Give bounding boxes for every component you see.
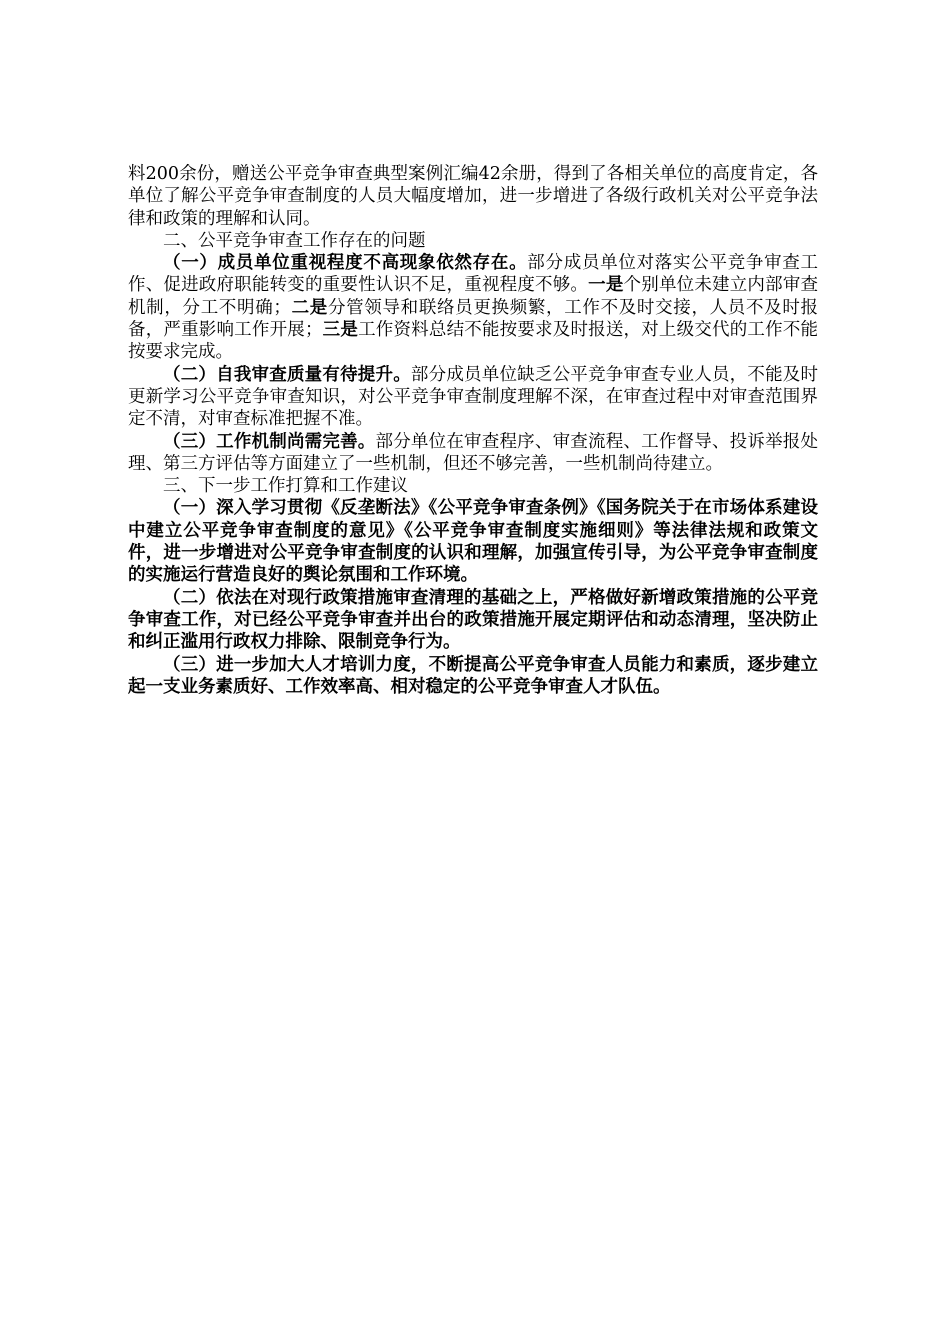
section-2-item-1-text-a: 部分成员单位对落实公平竞争审查工作、促进政府职能转变的重要性认识不足，重视程度不够。 <box>128 253 819 296</box>
section-2-item-3-lead: （三）工作机制尚需完善。 <box>163 431 376 452</box>
section-3-item-2: （二）依法在对现行政策措施审查清理的基础之上，严格做好新增政策措施的公平竞争审查工作，对已经公平竞争审查并出台的政策措施开展定期评估和动态清理，坚决防止和纠正滥用行政权力排除、限制竞争行为。 <box>128 587 818 653</box>
section-3-item-3: （三）进一步加大人才培训力度，不断提高公平竞争审查人员能力和素质，逐步建立起一支业务素质好、工作效率高、相对稳定的公平竞争审查人才队伍。 <box>128 654 818 697</box>
section-2-item-3-text: 部分单位在审查程序、审查流程、工作督导、投诉举报处理、第三方评估等方面建立了一些机制，但还不够完善，一些机制尚待建立。 <box>128 431 818 474</box>
marker-third: 三是 <box>322 320 359 341</box>
document-body <box>128 163 818 698</box>
section-3-item-1: （一）深入学习贯彻《反垄断法》《公平竞争审查条例》《国务院关于在市场体系建设中建立公平竞争审查制度的意见》《公平竞争审查制度实施细则》等法律法规和政策文件，进一步增进对公平竞争审查制度的认识和理解，加强宣传引导，为公平竞争审查制度的实施运行营造良好的舆论氛围和工作环境。 <box>128 498 818 586</box>
paragraph-continuation: 料200余份，赠送公平竞争审查典型案例汇编42余册，得到了各相关单位的高度肯定，各单位了解公平竞争审查制度的人员大幅度增加，进一步增进了各级行政机关对公平竞争法律和政策的理解和认同。 <box>128 164 818 229</box>
marker-first: 一是 <box>588 275 624 296</box>
section-3-heading: 三、下一步工作打算和工作建议 <box>163 476 408 497</box>
section-2-item-2-lead: （二）自我审查质量有待提升。 <box>163 364 411 385</box>
section-2-item-2-text: 部分成员单位缺乏公平竞争审查专业人员，不能及时更新学习公平竞争审查知识，对公平竞争审查制度理解不深，在审查过程中对审查范围界定不清，对审查标准把握不准。 <box>128 364 819 430</box>
section-2-heading: 二、公平竞争审查工作存在的问题 <box>163 230 426 251</box>
section-2-item-1-lead: （一）成员单位重视程度不高现象依然存在。 <box>163 253 528 274</box>
marker-second: 二是 <box>290 297 328 318</box>
section-2-item-1 <box>128 252 818 363</box>
section-2-item-2 <box>128 364 818 431</box>
section-2-item-3 <box>128 431 818 476</box>
section-2-item-1-text-c: 分管领导和联络员更换频繁，工作不及时交接，人员不及时报备，严重影响工作开展； <box>128 297 819 341</box>
section-2-item-1-text-b: 个别单位未建立内部审查机制，分工不明确； <box>128 275 819 318</box>
section-2-item-1-text-d: 工作资料总结不能按要求及时报送，对上级交代的工作不能按要求完成。 <box>128 320 819 363</box>
